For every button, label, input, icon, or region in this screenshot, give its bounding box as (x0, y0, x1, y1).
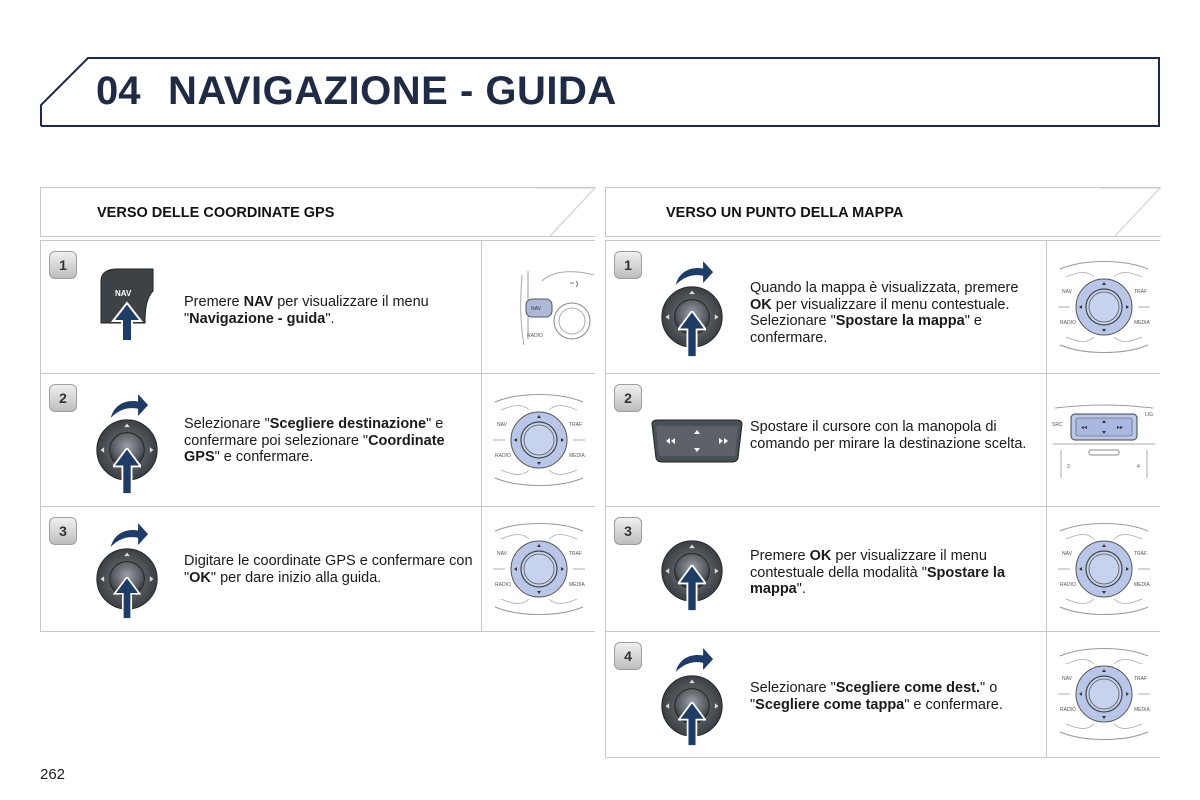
console-thumbnail (1046, 241, 1161, 373)
svg-text:RADIO: RADIO (1060, 582, 1076, 588)
console-thumbnail (1046, 632, 1161, 757)
control-panel-illustration (489, 519, 589, 619)
gps-step-1 (40, 240, 595, 374)
step-instruction: Selezionare "Scegliere destinazione" e confermare poi selezionare "Coordinate GPS" e confermare. (184, 416, 445, 465)
svg-text:TRAF: TRAF (569, 422, 583, 428)
press-arrow-icon (678, 565, 706, 611)
svg-text:3: 3 (1067, 464, 1070, 470)
step-instruction: Quando la mappa è visualizzata, premere OK per visualizzare il menu contestuale. Selezionare "Spostare la mappa" e confermare. (750, 280, 1019, 346)
curved-arrow-icon (674, 259, 714, 287)
console-thumbnail (1046, 374, 1161, 506)
svg-text:MEDIA: MEDIA (1134, 707, 1150, 713)
control-panel-illustration (489, 388, 589, 492)
press-arrow-icon (678, 702, 706, 746)
step-number-badge: 1 (49, 251, 77, 279)
svg-text:MEDIA: MEDIA (569, 453, 585, 459)
page-number: 262 (40, 766, 66, 783)
svg-text:MEDIA: MEDIA (1134, 582, 1150, 588)
map-step-4 (605, 631, 1160, 758)
svg-text:NAV: NAV (1062, 551, 1072, 557)
section-title: VERSO DELLE COORDINATE GPS (97, 205, 335, 221)
svg-text:▸▸: ▸▸ (1117, 425, 1124, 431)
step-number-badge: 2 (49, 384, 77, 412)
direction-pad-icon (648, 418, 746, 464)
gps-step-3 (40, 506, 595, 632)
svg-text:4: 4 (1137, 464, 1140, 470)
section-title: VERSO UN PUNTO DELLA MAPPA (666, 205, 904, 221)
console-thumbnail (481, 374, 596, 506)
svg-text:TRAF: TRAF (1134, 676, 1148, 682)
step-instruction: Premere OK per visualizzare il menu contestuale della modalità "Spostare la mappa". (750, 548, 1006, 597)
step-instruction: Premere NAV per visualizzare il menu "Navigazione - guida". (184, 294, 429, 327)
svg-text:MEDIA: MEDIA (569, 582, 585, 588)
step-instruction: Digitare le coordinate GPS e confermare con "OK" per dare inizio alla guida. (184, 553, 473, 586)
nav-button-icon (97, 267, 157, 343)
step-number-badge: 4 (614, 642, 642, 670)
svg-text:NAV: NAV (1062, 289, 1072, 295)
section-heading-gps (40, 187, 596, 237)
svg-text:TRAF: TRAF (569, 551, 583, 557)
step-number-badge: 2 (614, 384, 642, 412)
step-number-badge: 1 (614, 251, 642, 279)
svg-text:TRAF: TRAF (1134, 289, 1148, 295)
map-step-2 (605, 373, 1160, 507)
control-panel-illustration (1054, 644, 1154, 744)
control-panel-illustration (1054, 257, 1154, 357)
svg-text:LIG: LIG (1145, 412, 1154, 418)
curved-arrow-icon (674, 646, 714, 674)
svg-text:◂◂: ◂◂ (1081, 425, 1088, 431)
step-instruction: Selezionare "Scegliere come dest." o "Scegliere come tappa" e confermare. (750, 680, 1003, 713)
svg-text:RADIO: RADIO (495, 453, 511, 459)
svg-text:RADIO: RADIO (495, 582, 511, 588)
console-thumbnail (481, 241, 596, 373)
curved-arrow-icon (109, 521, 149, 549)
gps-step-2 (40, 373, 595, 507)
press-arrow-icon (678, 311, 706, 357)
press-arrow-icon (113, 577, 141, 619)
svg-text:RADIO: RADIO (1060, 320, 1076, 326)
chapter-number: 04 (96, 69, 141, 113)
svg-text:TRAF: TRAF (1134, 551, 1148, 557)
svg-text:NAV: NAV (531, 306, 541, 312)
console-thumbnail (1046, 507, 1161, 631)
svg-text:MEDIA: MEDIA (1134, 320, 1150, 326)
svg-text:NAV: NAV (1062, 676, 1072, 682)
nav-key-label: NAV (115, 289, 132, 298)
map-step-1 (605, 240, 1160, 374)
svg-text:RADIO: RADIO (1060, 707, 1076, 713)
section-heading-map (605, 187, 1161, 237)
heading-corner (536, 187, 596, 237)
curved-arrow-icon (109, 392, 149, 420)
press-arrow-icon (113, 448, 141, 494)
step-number-badge: 3 (49, 517, 77, 545)
chapter-header (40, 57, 1160, 127)
heading-corner (1101, 187, 1161, 237)
map-step-3 (605, 506, 1160, 632)
nav-console-illustration (482, 241, 596, 373)
direction-pad-illustration (1051, 404, 1157, 480)
svg-text:NAV: NAV (497, 551, 507, 557)
svg-text:NAV: NAV (497, 422, 507, 428)
svg-text:SRC: SRC (1052, 422, 1063, 428)
step-instruction: Spostare il cursore con la manopola di comando per mirare la destinazione scelta. (750, 419, 1027, 452)
console-thumbnail (481, 507, 596, 631)
svg-text:RADIO: RADIO (527, 333, 543, 339)
control-panel-illustration (1054, 519, 1154, 619)
step-number-badge: 3 (614, 517, 642, 545)
page-title: NAVIGAZIONE - GUIDA (168, 69, 617, 113)
